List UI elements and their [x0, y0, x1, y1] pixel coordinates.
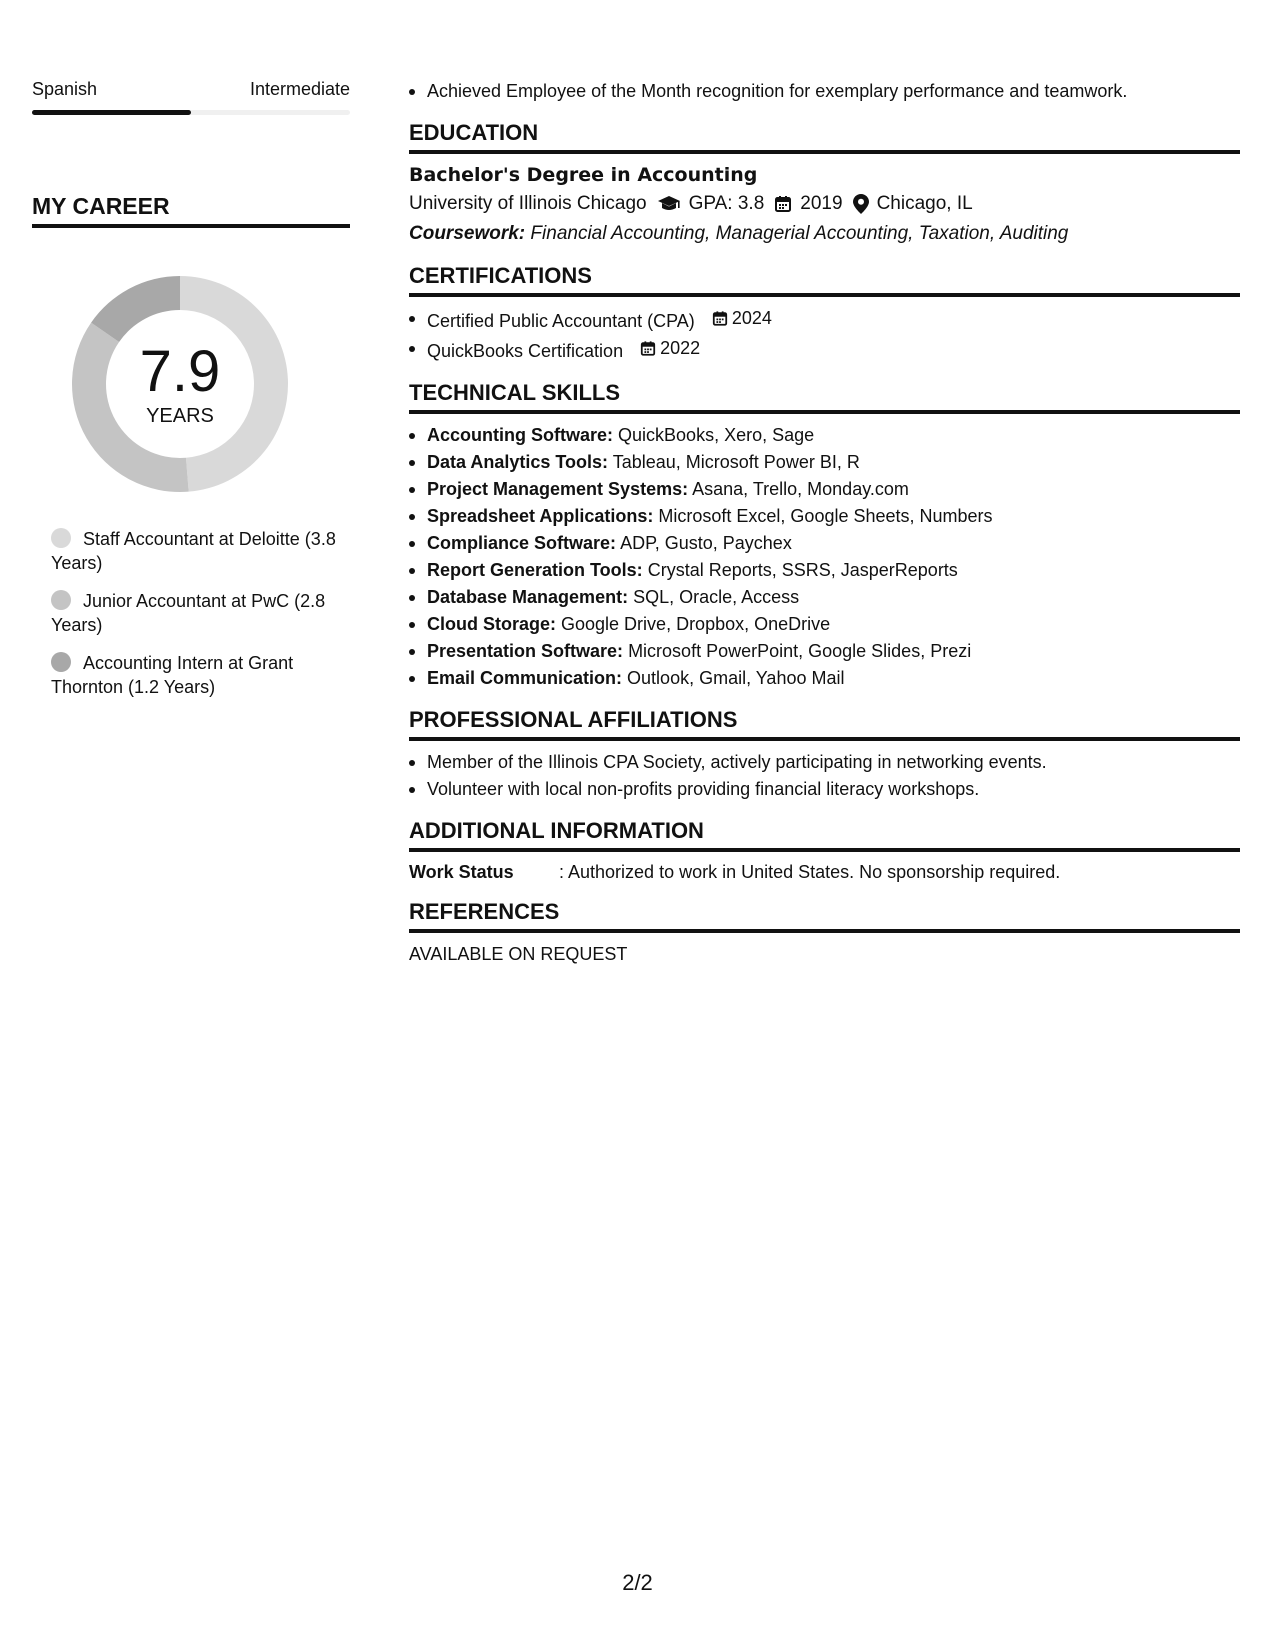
affiliations-list: [409, 749, 1240, 803]
education-school: University of Illinois Chicago: [409, 193, 647, 214]
career-legend-item: [51, 527, 350, 575]
skill-item: [409, 557, 1240, 584]
education-heading: EDUCATION: [409, 119, 1240, 154]
graduation-cap-icon: [657, 195, 681, 213]
technical-skills-list: [409, 422, 1240, 692]
work-status-row: [409, 860, 1240, 884]
certification-date: [640, 335, 700, 362]
skill-value: Asana, Trello, Monday.com: [692, 479, 909, 499]
location-pin-icon: [853, 194, 869, 214]
skill-item: [409, 476, 1240, 503]
career-donut-chart: [67, 271, 293, 497]
language-level: Intermediate: [249, 79, 350, 99]
education-gpa: GPA: 3.8: [688, 193, 765, 214]
career-legend: [32, 527, 350, 699]
skill-item: [409, 665, 1240, 692]
certifications-list: [409, 305, 1240, 365]
affiliation-item: Volunteer with local non-profits providing financial literacy workshops.: [409, 776, 1240, 803]
career-legend-item: [51, 589, 350, 637]
certification-item: [409, 335, 1240, 365]
coursework-list: Financial Accounting, Managerial Accounting, Taxation, Auditing: [530, 223, 1069, 244]
skill-value: Microsoft PowerPoint, Google Slides, Prezi: [628, 641, 972, 661]
skill-name: Accounting Software:: [427, 425, 614, 445]
calendar-icon: [712, 310, 728, 327]
skill-item: [409, 422, 1240, 449]
skill-name: Spreadsheet Applications:: [427, 506, 654, 526]
certification-year: 2022: [660, 338, 701, 358]
references-heading: REFERENCES: [409, 898, 1240, 933]
references-text: AVAILABLE ON REQUEST: [409, 944, 628, 964]
career-heading: MY CAREER: [32, 192, 350, 228]
skill-name: Compliance Software:: [427, 533, 617, 553]
skill-value: Outlook, Gmail, Yahoo Mail: [627, 668, 845, 688]
skill-name: Project Management Systems:: [427, 479, 689, 499]
education-location: Chicago, IL: [876, 193, 973, 214]
language-proficiency-fill: [32, 110, 191, 115]
skill-item: [409, 584, 1240, 611]
donut-center: [67, 271, 293, 497]
skill-name: Database Management:: [427, 587, 629, 607]
legend-dot-icon: [51, 652, 71, 672]
coursework-label: Coursework:: [409, 223, 526, 244]
affiliations-heading: PROFESSIONAL AFFILIATIONS: [409, 706, 1240, 741]
skill-name: Presentation Software:: [427, 641, 624, 661]
legend-dot-icon: [51, 590, 71, 610]
skill-name: Data Analytics Tools:: [427, 452, 609, 472]
education-degree: Bachelor's Degree in Accounting: [409, 164, 758, 186]
career-total-years: 7.9: [139, 339, 221, 404]
calendar-icon: [640, 340, 656, 357]
work-status-label: Work Status: [409, 862, 514, 882]
experience-tail-list: [409, 78, 1240, 105]
legend-dot-icon: [51, 528, 71, 548]
career-legend-item: [51, 651, 350, 699]
career-legend-label: Accounting Intern at Grant Thornton (1.2 Years): [51, 653, 294, 697]
skill-value: Tableau, Microsoft Power BI, R: [612, 452, 860, 472]
work-status-value: : Authorized to work in United States. No sponsorship required.: [559, 862, 1061, 882]
education-details: [409, 188, 1240, 220]
skill-value: Crystal Reports, SSRS, JasperReports: [647, 560, 958, 580]
skill-name: Email Communication:: [427, 668, 623, 688]
skill-value: ADP, Gusto, Paychex: [620, 533, 792, 553]
page-number: 2/2: [622, 1570, 653, 1595]
certifications-heading: CERTIFICATIONS: [409, 262, 1240, 297]
skill-name: Report Generation Tools:: [427, 560, 643, 580]
experience-bullet: Achieved Employee of the Month recognition for exemplary performance and teamwork.: [409, 78, 1240, 105]
education-coursework: [409, 220, 1240, 248]
career-legend-label: Junior Accountant at PwC (2.8 Years): [51, 591, 326, 635]
skill-value: Microsoft Excel, Google Sheets, Numbers: [658, 506, 993, 526]
career-total-unit: YEARS: [146, 405, 214, 427]
skill-value: Google Drive, Dropbox, OneDrive: [561, 614, 831, 634]
sidebar: [32, 78, 350, 713]
certification-date: [712, 305, 772, 332]
certification-year: 2024: [731, 308, 772, 328]
certification-item: [409, 305, 1240, 335]
skill-item: [409, 530, 1240, 557]
skill-item: [409, 638, 1240, 665]
certification-name: Certified Public Accountant (CPA): [427, 311, 695, 331]
language-row: [32, 78, 350, 100]
skill-value: SQL, Oracle, Access: [633, 587, 800, 607]
skill-value: QuickBooks, Xero, Sage: [618, 425, 815, 445]
skill-item: [409, 611, 1240, 638]
main-content: [409, 78, 1240, 967]
language-proficiency-bar: [32, 110, 350, 115]
technical-skills-heading: TECHNICAL SKILLS: [409, 379, 1240, 414]
language-name: Spanish: [32, 79, 98, 99]
skill-name: Cloud Storage:: [427, 614, 556, 634]
affiliation-item: Member of the Illinois CPA Society, actively participating in networking events.: [409, 749, 1240, 776]
education-year: 2019: [800, 193, 843, 214]
career-legend-label: Staff Accountant at Deloitte (3.8 Years): [51, 529, 336, 573]
skill-item: [409, 503, 1240, 530]
additional-info-heading: ADDITIONAL INFORMATION: [409, 817, 1240, 852]
certification-name: QuickBooks Certification: [427, 341, 624, 361]
skill-item: [409, 449, 1240, 476]
calendar-icon: [774, 195, 792, 213]
